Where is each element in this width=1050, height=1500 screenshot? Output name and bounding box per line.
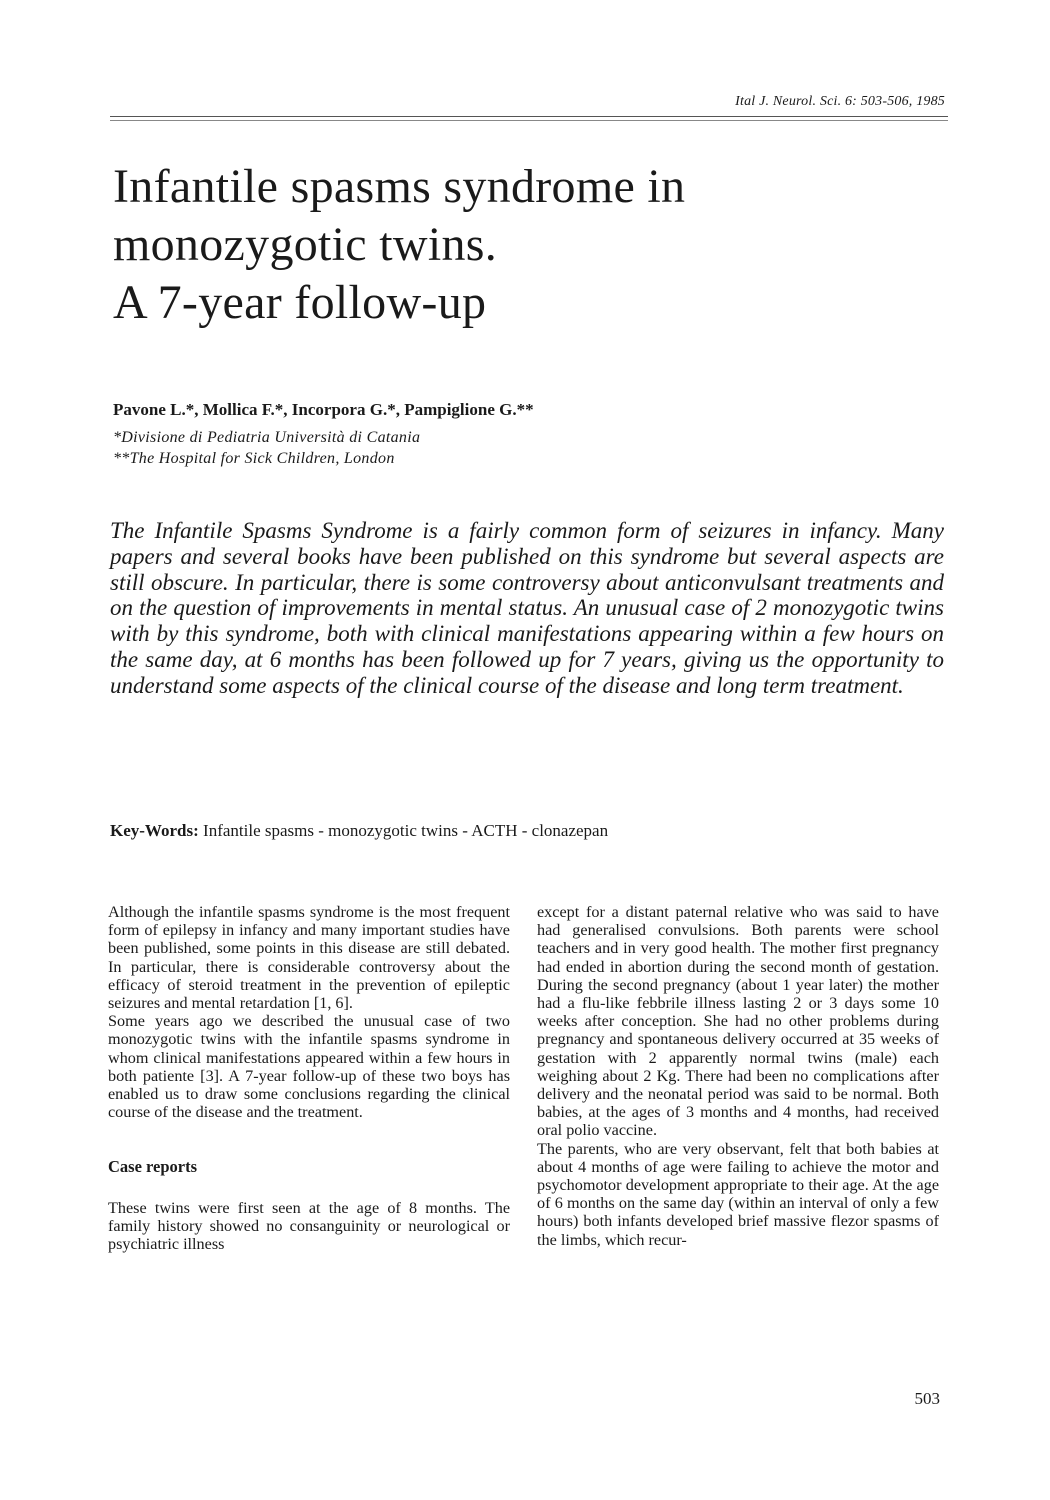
page-number: 503 xyxy=(914,1389,940,1408)
body-paragraph: These twins were first seen at the age of 8 months. The family history showed no consanguinity or neurological or psychiatric illness xyxy=(108,1198,510,1254)
body-column-left xyxy=(108,903,510,1253)
abstract: The Infantile Spasms Syndrome is a fairly common form of seizures in infancy. Many papers and several books have been published on this syndrome but several aspects are still obscure. In particular, there is some controversy about anticonvulsant treatments and on the question of improvements in mental status. An unusual case of 2 monozygotic twins with by this syndrome, both with clinical manifestations appearing within a few hours on the same day, at 6 months has been followed up for 7 years, giving us the opportunity to understand some aspects of the clinical course of the disease and long term treatment. xyxy=(110,518,944,698)
affiliation-london: **The Hospital for Sick Children, London xyxy=(113,450,395,467)
header-rule-secondary xyxy=(110,120,948,121)
author-list: Pavone L.*, Mollica F.*, Incorpora G.*, Pampiglione G.** xyxy=(113,400,534,419)
body-paragraph: Some years ago we described the unusual case of two monozygotic twins with the infantile spasms syndrome in whom clinical manifestations appeared within a few hours in both patiente [3]. A 7-year follow-up of these two boys has enabled us to draw some conclusions regarding the clinical course of the disease and the treatment. xyxy=(108,1012,510,1122)
body-paragraph: The parents, who are very observant, felt that both babies at about 4 months of age were failing to achieve the motor and psychomotor development appropriate to their age. At the age of 6 months on the same day (within an interval of only a few hours) both infants developed brief massive flezor spasms of the limbs, which recur- xyxy=(537,1139,939,1249)
body-paragraph: Although the infantile spasms syndrome is the most frequent form of epilepsy in infancy and many important studies have been published, some points in this disease are still debated. In particular, there is considerable controversy about the efficacy of steroid treatment in the prevention of epileptic seizures and mental retardation [1, 6]. xyxy=(108,903,510,1013)
article-title xyxy=(113,158,943,332)
header-rule xyxy=(110,116,948,117)
title-line: monozygotic twins. xyxy=(113,218,498,271)
keywords-label: Key-Words: xyxy=(110,821,199,840)
body-column-right xyxy=(537,903,939,1249)
affiliation-catania: *Divisione di Pediatria Università di Catania xyxy=(113,429,421,446)
section-heading-case-reports: Case reports xyxy=(108,1157,198,1177)
body-paragraph: except for a distant paternal relative who was said to have had generalised convulsions. Both parents were school teachers and in very good health. The mother first pregnancy had ended in abortion during the second month of gestation. During the second pregnancy (about 1 year later) the mother had a flu-like febbrile illness lasting 2 or 3 days some 10 weeks after conception. She had no other problems during pregnancy and spontaneous delivery occurred at 35 weeks of gestation with 2 apparently normal twins (male) each weighing about 2 Kg. There had been no complications after delivery and the neonatal period was said to be normal. Both babies, at the ages of 3 months and 4 months, had received oral polio vaccine. xyxy=(537,903,939,1140)
title-line: Infantile spasms syndrome in xyxy=(113,160,686,213)
keywords xyxy=(110,821,608,841)
keywords-text: Infantile spasms - monozygotic twins - ACTH - clonazepan xyxy=(203,821,609,840)
journal-reference: Ital J. Neurol. Sci. 6: 503-506, 1985 xyxy=(735,94,945,109)
title-line: A 7-year follow-up xyxy=(113,276,487,329)
